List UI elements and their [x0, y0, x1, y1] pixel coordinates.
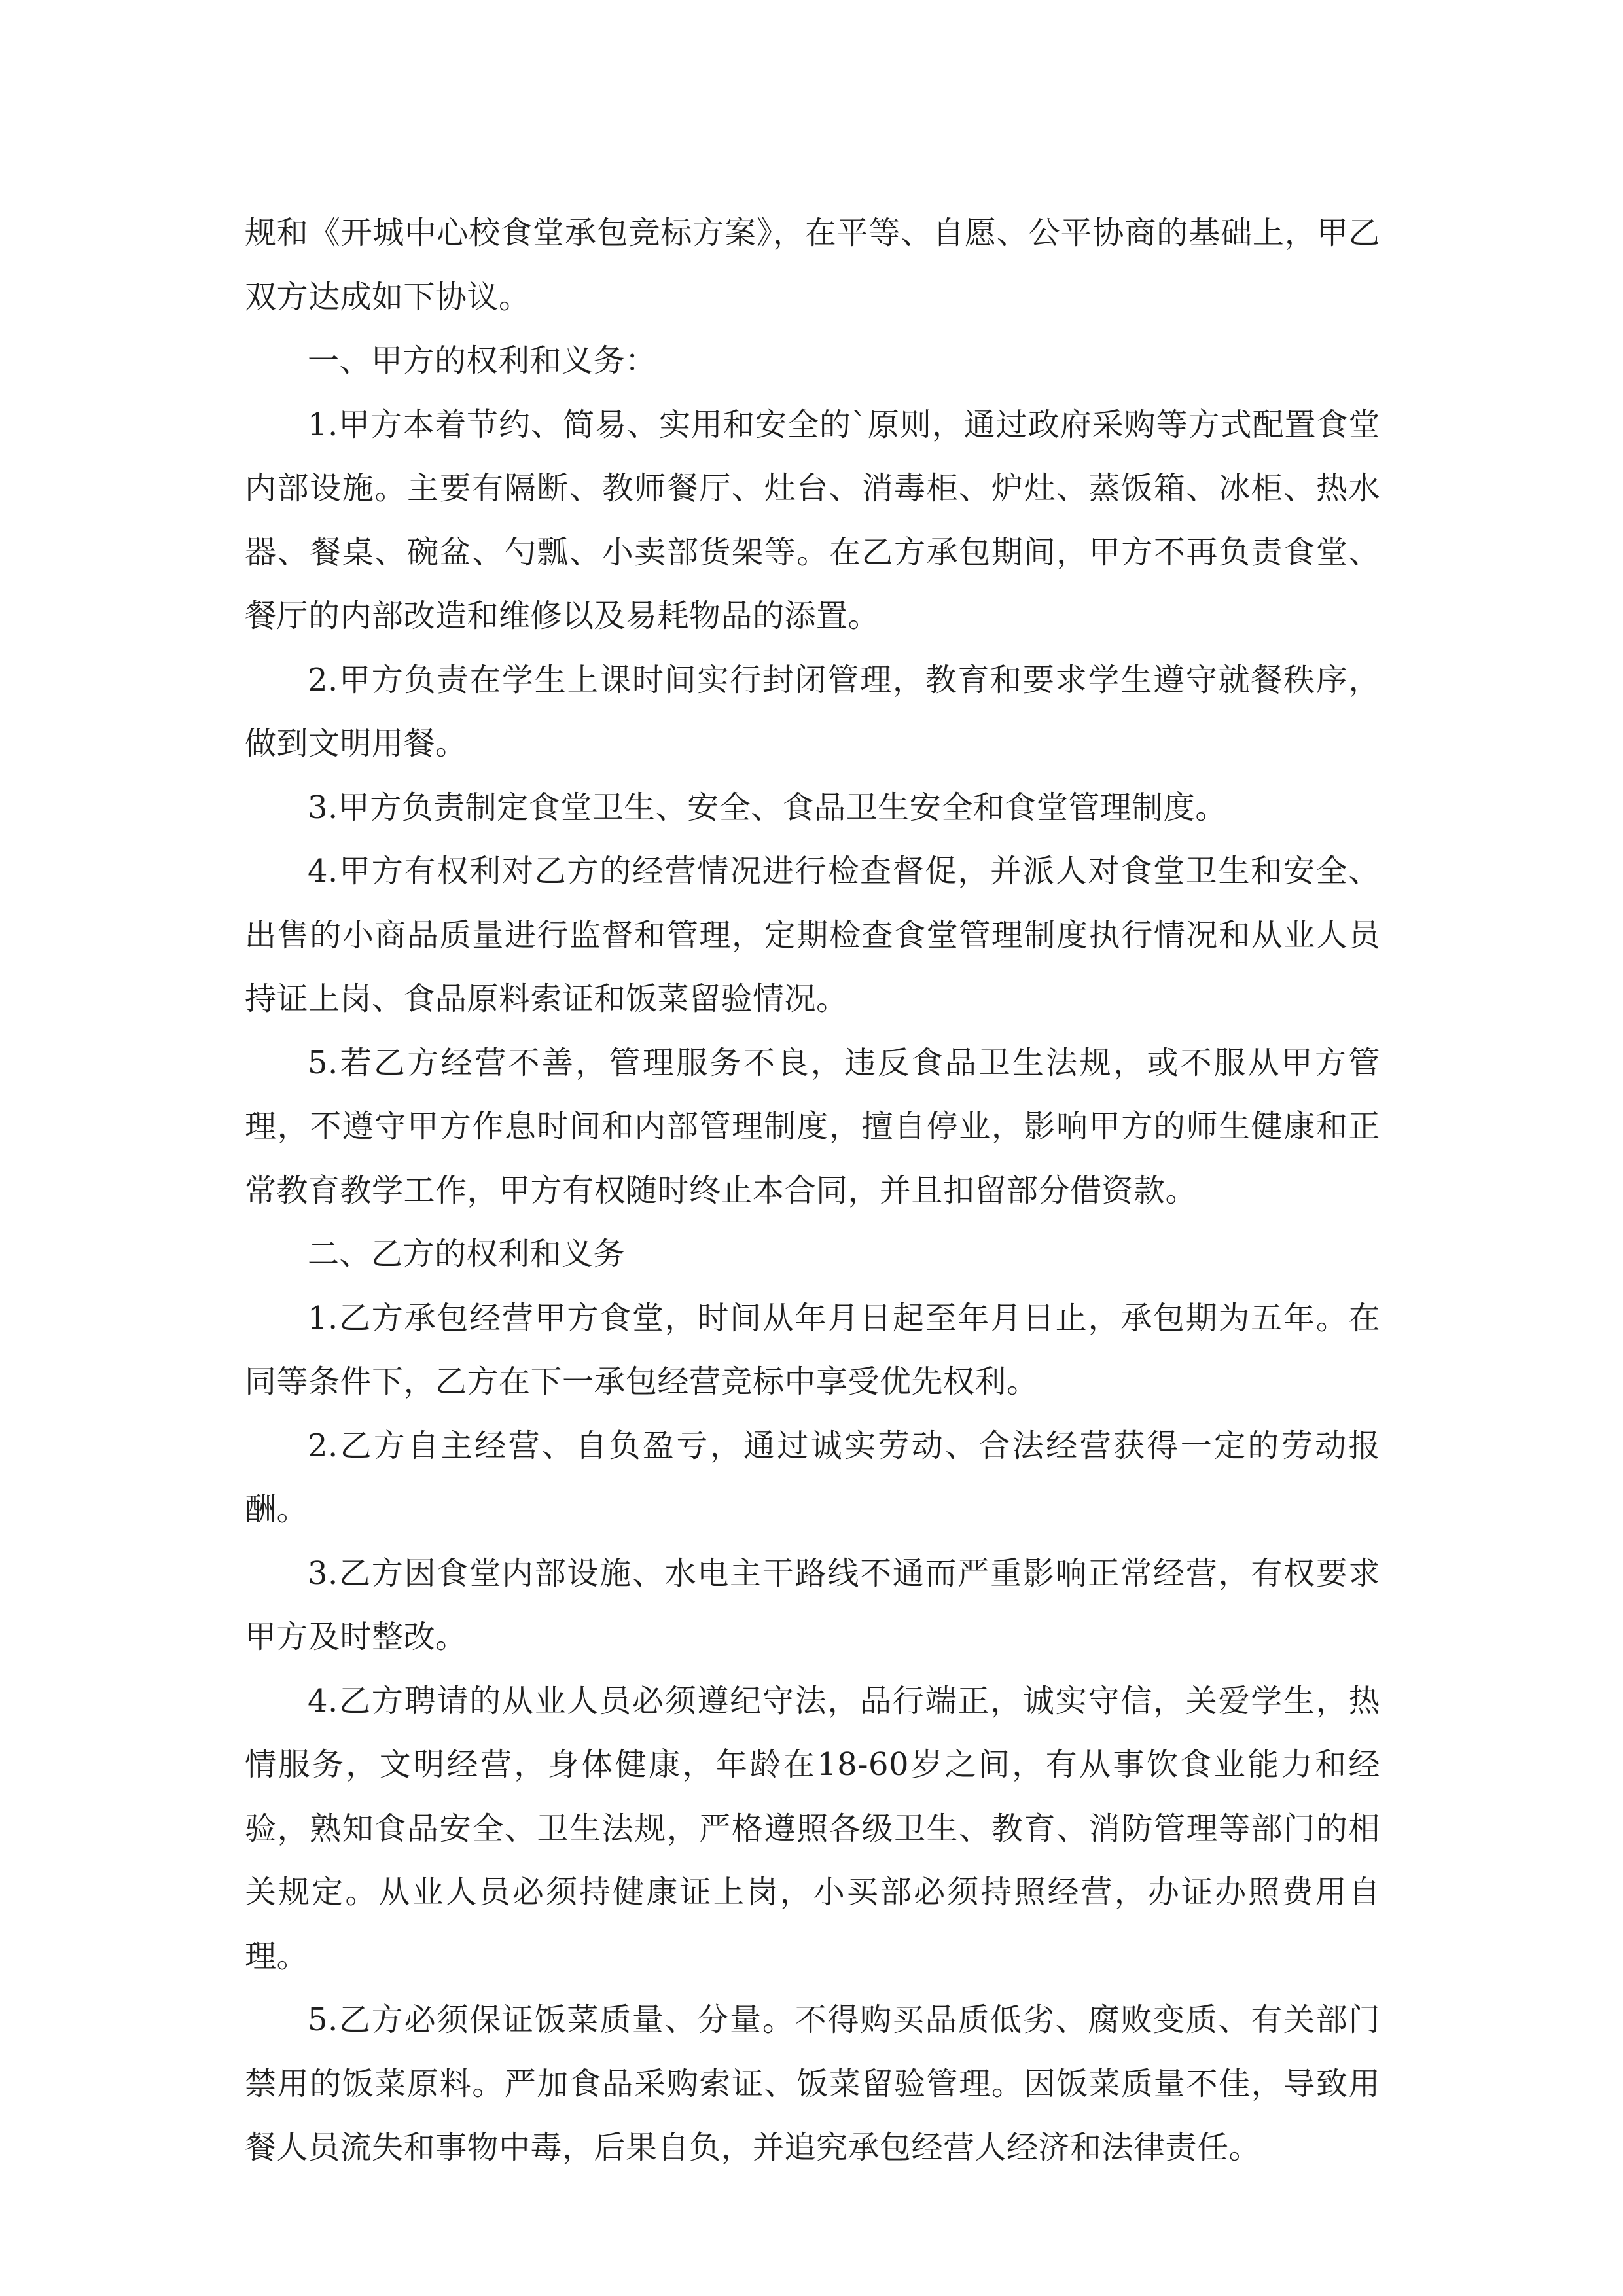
- clause-b-5: 5.乙方必须保证饭菜质量、分量。不得购买品质低劣、腐败变质、有关部门禁用的饭菜原料。严加食品采购索证、饭菜留验管理。因饭菜质量不佳，导致用餐人员流失和事物中毒，后果自负，并追究承包经营人经济和法律责任。: [245, 2001, 1380, 2166]
- clause-a-5: 5.若乙方经营不善，管理服务不良，违反食品卫生法规，或不服从甲方管理，不遵守甲方作息时间和内部管理制度，擅自停业，影响甲方的师生健康和正常教育教学工作，甲方有权随时终止本合同，并且扣留部分借资款。: [245, 1044, 1380, 1209]
- clause-a-4: 4.甲方有权利对乙方的经营情况进行检查督促，并派人对食堂卫生和安全、出售的小商品质量进行监督和管理，定期检查食堂管理制度执行情况和从业人员持证上岗、食品原料索证和饭菜留验情况。: [245, 853, 1380, 1017]
- section-heading-party-a: 一、甲方的权利和义务：: [308, 342, 657, 379]
- section-heading-party-b: 二、乙方的权利和义务: [308, 1236, 626, 1272]
- document-body: [245, 202, 1380, 2180]
- clause-b-4: 4.乙方聘请的从业人员必须遵纪守法，品行端正，诚实守信，关爱学生，热情服务，文明经营，身体健康，年龄在18-60岁之间，有从事饮食业能力和经验，熟知食品安全、卫生法规，严格遵照各级卫生、教育、消防管理等部门的相关规定。从业人员必须持健康证上岗，小买部必须持照经营，办证办照费用自理。: [245, 1682, 1380, 1975]
- clause-a-3: 3.甲方负责制定食堂卫生、安全、食品卫生安全和食堂管理制度。: [308, 789, 1227, 826]
- clause-a-2: 2.甲方负责在学生上课时间实行封闭管理，教育和要求学生遵守就餐秩序，做到文明用餐。: [245, 661, 1380, 762]
- paragraph-intro-continuation: 规和《开城中心校食堂承包竞标方案》，在平等、自愿、公平协商的基础上，甲乙双方达成如下协议。: [245, 215, 1380, 315]
- clause-b-3: 3.乙方因食堂内部设施、水电主干路线不通而严重影响正常经营，有权要求甲方及时整改。: [245, 1554, 1380, 1655]
- clause-a-1: 1.甲方本着节约、简易、实用和安全的`原则，通过政府采购等方式配置食堂内部设施。主要有隔断、教师餐厅、灶台、消毒柜、炉灶、蒸饭箱、冰柜、热水器、餐桌、碗盆、勺瓢、小卖部货架等。在乙方承包期间，甲方不再负责食堂、餐厅的内部改造和维修以及易耗物品的添置。: [245, 406, 1380, 634]
- clause-b-1: 1.乙方承包经营甲方食堂，时间从年月日起至年月日止，承包期为五年。在同等条件下，乙方在下一承包经营竞标中享受优先权利。: [245, 1299, 1380, 1400]
- clause-b-2: 2.乙方自主经营、自负盈亏，通过诚实劳动、合法经营获得一定的劳动报酬。: [245, 1427, 1380, 1528]
